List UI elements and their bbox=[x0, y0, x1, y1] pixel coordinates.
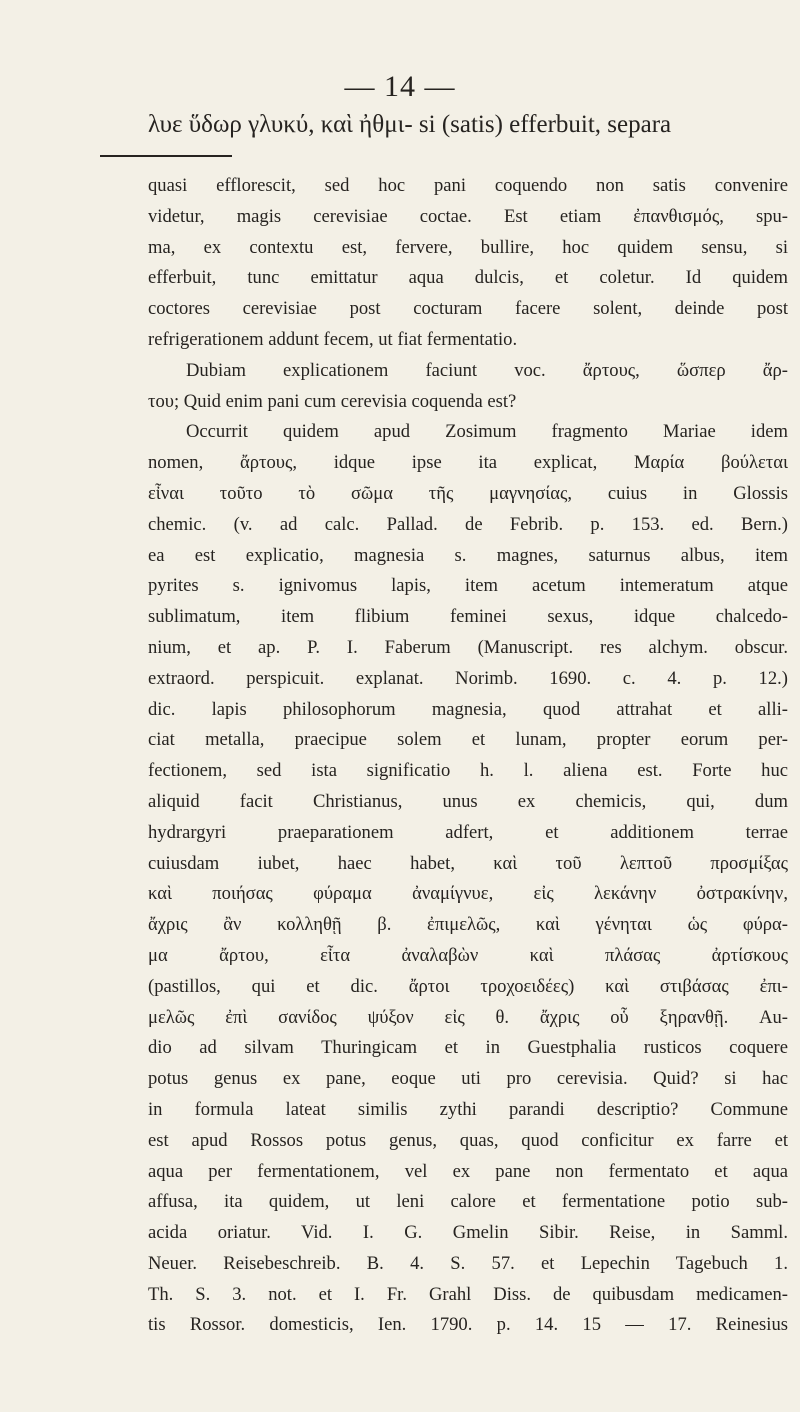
text-line: pyrites s. ignivomus lapis, item acetum intemeratum atque bbox=[148, 575, 788, 597]
text-line: μα ἄρτου, εἶτα ἀναλαβὼν καὶ πλάσας ἀρτίσκους bbox=[148, 944, 788, 966]
text-line: est apud Rossos potus genus, quas, quod conficitur ex farre et bbox=[148, 1129, 788, 1151]
text-line: sublimatum, item flibium feminei sexus, idque chalcedo- bbox=[148, 606, 788, 628]
text-line: dic. lapis philosophorum magnesia, quod attrahat et alli- bbox=[148, 698, 788, 720]
text-line: tis Rossor. domesticis, Ien. 1790. p. 14. 15 — 17. Reinesius bbox=[148, 1314, 788, 1336]
text-line: nomen, ἄρτους, idque ipse ita explicat, Μαρία βούλεται bbox=[148, 452, 788, 474]
text-line: potus genus ex pane, eoque uti pro cerevisia. Quid? si hac bbox=[148, 1068, 788, 1090]
text-line: coctores cerevisiae post cocturam facere solent, deinde post bbox=[148, 298, 788, 320]
text-line: aliquid facit Christianus, unus ex chemicis, qui, dum bbox=[148, 790, 788, 812]
text-line: acida oriatur. Vid. I. G. Gmelin Sibir. Reise, in Samml. bbox=[148, 1222, 788, 1244]
text-line: hydrargyri praeparationem adfert, et additionem terrae bbox=[148, 821, 788, 843]
text-line: videtur, magis cerevisiae coctae. Est etiam ἐπανθισμός, spu- bbox=[148, 205, 788, 227]
text-line: Th. S. 3. not. et I. Fr. Grahl Diss. de quibusdam medicamen- bbox=[148, 1283, 788, 1305]
text-line: fectionem, sed ista significatio h. l. aliena est. Forte huc bbox=[148, 760, 788, 782]
text-line: extraord. perspicuit. explanat. Norimb. 1690. c. 4. p. 12.) bbox=[148, 667, 788, 689]
body-text bbox=[148, 171, 788, 1341]
header-rule bbox=[100, 155, 232, 157]
text-line: εἶναι τοῦτο τὸ σῶμα τῆς μαγνησίας, cuius in Glossis bbox=[148, 482, 788, 504]
text-line: in formula lateat similis zythi parandi descriptio? Commune bbox=[148, 1098, 788, 1120]
text-line: cuiusdam iubet, haec habet, καὶ τοῦ λεπτοῦ προσμίξας bbox=[148, 852, 788, 874]
text-line: μελῶς ἐπὶ σανίδος ψύξον εἰς θ. ἄχρις οὗ ξηρανθῇ. Au- bbox=[148, 1006, 788, 1028]
text-line: ciat metalla, praecipue solem et lunam, propter eorum per- bbox=[148, 729, 788, 751]
text-line: του; Quid enim pani cum cerevisia coquenda est? bbox=[148, 390, 517, 412]
text-line: refrigerationem addunt fecem, ut fiat fermentatio. bbox=[148, 328, 518, 350]
text-line: nium, et ap. P. I. Faberum (Manuscript. res alchym. obscur. bbox=[148, 636, 788, 658]
text-line: Neuer. Reisebeschreib. B. 4. S. 57. et Lepechin Tagebuch 1. bbox=[148, 1252, 788, 1274]
text-line: (pastillos, qui et dic. ἄρτοι τροχοειδέες) καὶ στιβάσας ἐπι- bbox=[148, 975, 788, 997]
text-line: affusa, ita quidem, ut leni calore et fermentatione potio sub- bbox=[148, 1191, 788, 1213]
text-line: ἄχρις ἂν κολληθῇ β. ἐπιμελῶς, καὶ γένηται ὡς φύρα- bbox=[148, 914, 788, 936]
header-line: λυε ὕδωρ γλυκύ, καὶ ἠθμι- si (satis) efferbuit, separa bbox=[148, 111, 672, 138]
text-line: aqua per fermentationem, vel ex pane non fermentato et aqua bbox=[148, 1160, 788, 1182]
text-line: ma, ex contextu est, fervere, bullire, hoc quidem sensu, si bbox=[148, 236, 788, 258]
text-line: καὶ ποιήσας φύραμα ἀναμίγνυε, εἰς λεκάνην ὀστρακίνην, bbox=[148, 883, 788, 905]
text-line: ea est explicatio, magnesia s. magnes, saturnus albus, item bbox=[148, 544, 788, 566]
text-line: dio ad silvam Thuringicam et in Guestphalia rusticos coquere bbox=[148, 1037, 788, 1059]
text-line: Dubiam explicationem faciunt voc. ἄρτους, ὥσπερ ἄρ- bbox=[186, 359, 788, 381]
text-line: efferbuit, tunc emittatur aqua dulcis, et coletur. Id quidem bbox=[148, 267, 788, 289]
text-line: Occurrit quidem apud Zosimum fragmento Mariae idem bbox=[186, 421, 788, 443]
text-line: chemic. (v. ad calc. Pallad. de Febrib. p. 153. ed. Bern.) bbox=[148, 513, 788, 535]
page-number: — 14 — bbox=[344, 70, 456, 103]
text-line: quasi efflorescit, sed hoc pani coquendo non satis convenire bbox=[148, 175, 788, 196]
